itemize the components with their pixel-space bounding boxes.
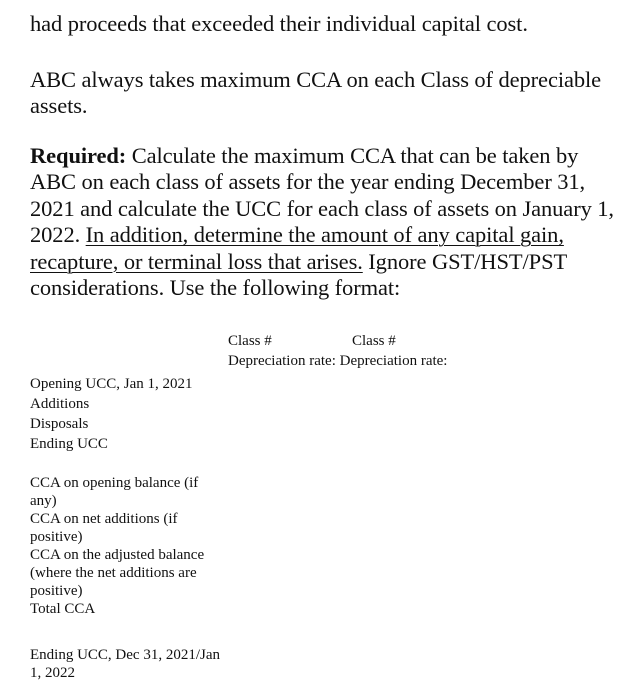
column-header-2 — [352, 332, 396, 350]
paragraph-required — [30, 143, 620, 302]
paragraph-max-cca: ABC always takes maximum CCA on each Class of depreciable assets. — [30, 66, 602, 118]
required-text: Calculate the maximum CCA that can be taken by ABC on each class of assets for the year ending December 31, 2021 and calculate the UCC for each class of assets on January 1, 2022. — [30, 142, 614, 247]
row-label-additions: Additions — [30, 396, 90, 412]
column-1-rate-label: Depreciation rate: — [228, 353, 336, 369]
row-label-cca-net-additions: CCA on net additions (if positive) — [30, 511, 178, 545]
required-label: Required: — [30, 142, 127, 168]
cca-row-group — [30, 474, 225, 618]
depreciation-rate-row — [228, 352, 447, 370]
row-label-cca-adjusted: CCA on the adjusted balance (where the net additions are positive) — [30, 547, 205, 599]
column-header-1 — [228, 332, 272, 350]
row-label-opening-ucc: Opening UCC, Jan 1, 2021 — [30, 376, 193, 392]
row-label-ending-ucc: Ending UCC — [30, 436, 108, 452]
column-2-class-label: Class # — [352, 333, 396, 349]
paragraph-proceeds: had proceeds that exceeded their individual capital cost. — [30, 10, 528, 36]
row-label-cca-opening: CCA on opening balance (if any) — [30, 475, 199, 509]
format-table — [30, 332, 620, 692]
column-1-class-label: Class # — [228, 333, 272, 349]
required-underlined-text: In addition, determine the amount of any capital gain, recapture, or terminal loss that arises. — [30, 222, 564, 274]
ending-ucc-row-group — [30, 646, 225, 682]
row-label-disposals: Disposals — [30, 416, 89, 432]
column-2-rate-label: Depreciation rate: — [339, 353, 448, 369]
row-label-ending-ucc-dec31: Ending UCC, Dec 31, 2021/Jan 1, 2022 — [30, 647, 220, 681]
row-label-total-cca: Total CCA — [30, 601, 96, 617]
ucc-row-group — [30, 374, 225, 454]
required-tail-text: Ignore GST/HST/PST considerations. Use the following format: — [30, 248, 567, 300]
